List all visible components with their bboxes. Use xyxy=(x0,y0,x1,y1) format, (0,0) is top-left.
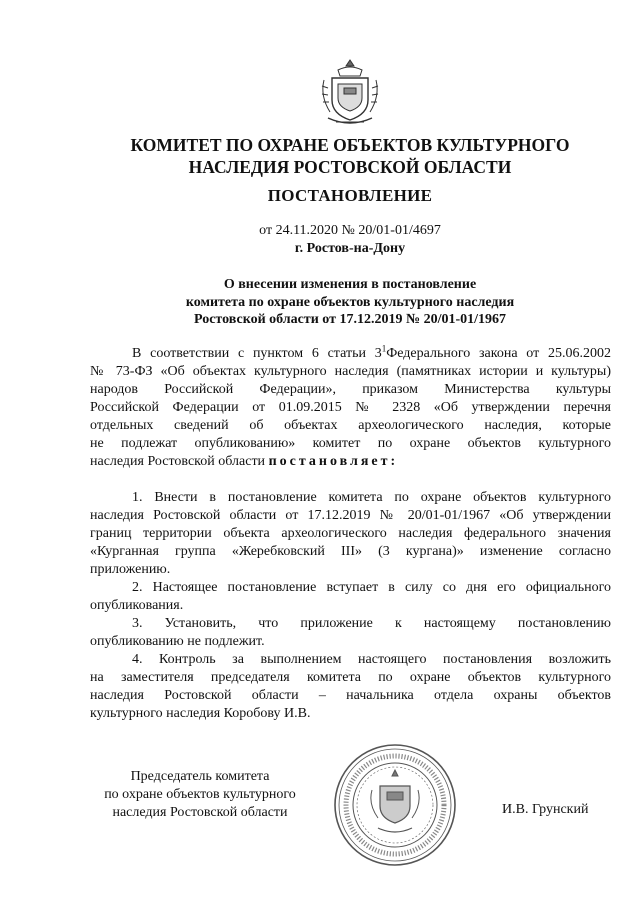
superscript: 1 xyxy=(381,343,387,354)
preamble-line-7 xyxy=(90,453,611,471)
official-seal-stamp xyxy=(332,742,458,868)
subject-line-1: О внесении изменения в постановление xyxy=(223,277,477,292)
document-type: ПОСТАНОВЛЕНИЕ xyxy=(267,186,433,205)
item-1-line-1: 1. Внести в постановление комитета по охране объектов культурного xyxy=(132,490,611,505)
signer-name: И.В. Грунский xyxy=(502,802,589,817)
preamble-line-5: отдельных сведений об объектах археологического наследия, которые xyxy=(90,418,611,433)
organization-name-line-1: КОМИТЕТ ПО ОХРАНЕ ОБЪЕКТОВ КУЛЬТУРНОГО xyxy=(130,135,570,155)
organization-name-line-2: НАСЛЕДИЯ РОСТОВСКОЙ ОБЛАСТИ xyxy=(188,157,512,177)
signer-title-line-1: Председатель комитета xyxy=(130,769,270,784)
preamble-text-part: наследия Ростовской области xyxy=(90,454,269,469)
item-3-line-1: 3. Установить, что приложение к настоящему постановлению xyxy=(132,616,611,631)
item-1-line-3: границ территории объекта археологического наследия федерального значения xyxy=(90,526,611,541)
preamble-line-3: народов Российской Федерации», приказом Министерства культуры xyxy=(90,382,611,397)
preamble-line-2: № 73-ФЗ «Об объектах культурного наследия (памятниках истории и культуры) xyxy=(90,364,611,379)
preamble-line-1 xyxy=(132,345,611,363)
item-1-line-2: наследия Ростовской области от 17.12.2019 № 20/01-01/1967 «Об утверждении xyxy=(90,508,611,523)
signer-title-line-2: по охране объектов культурного xyxy=(104,787,296,802)
preamble-text-part: Федерального закона от 25.06.2002 xyxy=(386,346,612,361)
item-4-line-3: наследия Ростовской области – начальника отдела охраны объектов xyxy=(90,688,611,703)
document-city: г. Ростов-на-Дону xyxy=(294,241,406,256)
item-3-line-2: опубликованию не подлежит. xyxy=(90,634,265,649)
item-1-line-5: приложению. xyxy=(90,562,171,577)
resolves-keyword: постановляет: xyxy=(268,454,399,469)
item-4-line-4: культурного наследия Коробову И.В. xyxy=(90,706,311,721)
preamble-line-6: не подлежат опубликованию» комитет по охране объектов культурного xyxy=(90,436,611,451)
document-date-number: от 24.11.2020 № 20/01-01/4697 xyxy=(259,223,441,238)
item-2-line-2: опубликования. xyxy=(90,598,184,613)
subject-line-2: комитета по охране объектов культурного наследия xyxy=(185,295,515,310)
preamble-line-4: Российской Федерации от 01.09.2015 № 2328 «Об утверждении перечня xyxy=(90,400,611,415)
item-4-line-1: 4. Контроль за выполнением настоящего постановления возложить xyxy=(132,652,611,667)
coat-of-arms-emblem xyxy=(318,56,382,128)
preamble-text-part: В соответствии с пунктом 6 статьи 3 xyxy=(132,346,382,361)
item-2-line-1: 2. Настоящее постановление вступает в силу со дня его официального xyxy=(132,580,611,595)
subject-line-3: Ростовской области от 17.12.2019 № 20/01-01/1967 xyxy=(193,312,507,327)
item-4-line-2: на заместителя председателя комитета по охране объектов культурного xyxy=(90,670,611,685)
signer-title-line-3: наследия Ростовской области xyxy=(112,805,288,820)
item-1-line-4: «Курганная группа «Жеребковский III» (3 кургана)» изменение согласно xyxy=(90,544,611,559)
